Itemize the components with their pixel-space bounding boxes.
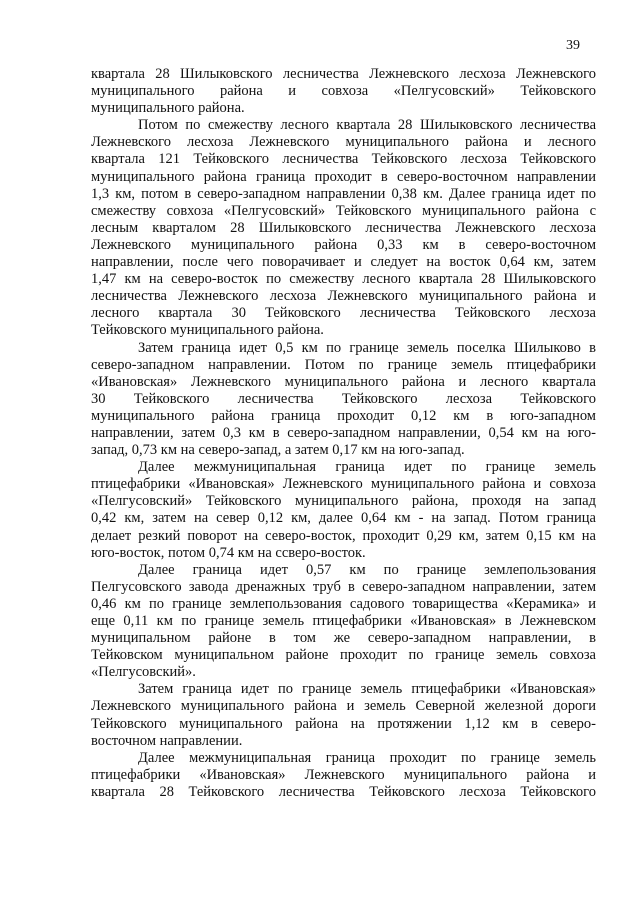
text-line: 0,46 км по границе землепользования садового товарищества «Керамика» и (91, 595, 596, 612)
text-line: направлении, после чего поворачивает и следует на восток 0,64 км, затем (91, 254, 596, 271)
text-line: восточном направлении. (91, 732, 243, 749)
text-line: 30 Тейковского лесничества Тейковского лесхоза Тейковского (91, 390, 596, 407)
text-line: «Ивановская» Лежневского муниципального района и лесного квартала (91, 373, 596, 390)
text-line: юго-восток, потом 0,74 км на ссверо-восток. (91, 544, 366, 561)
paragraph (91, 681, 596, 749)
text-line: Тейковского муниципального района на протяжении 1,12 км в северо- (91, 715, 596, 732)
document-body (91, 66, 596, 801)
text-line: птицефабрики «Ивановская» Лежневского муниципального района и совхоза (91, 476, 596, 493)
text-line: северо-западном направлении. Потом по границе земель птицефабрики (91, 356, 596, 373)
text-line: Затем граница идет 0,5 км по границе земель поселка Шилыково в (138, 339, 596, 356)
paragraph (91, 66, 596, 117)
text-line: лесничества Лежневского лесхоза Лежневского муниципального района и (91, 288, 596, 305)
paragraph (91, 750, 596, 801)
text-line: 1,3 км, потом в северо-западном направлении 0,38 км. Далее граница идет по (91, 185, 596, 202)
text-line: муниципального района граница проходит 0,12 км в юго-западном (91, 407, 596, 424)
text-line: муниципального района. (91, 100, 245, 117)
paragraph (91, 117, 596, 339)
text-line: Далее граница идет 0,57 км по границе землепользования (138, 561, 596, 578)
text-line: Лежневского муниципального района 0,33 км в северо-восточном (91, 236, 596, 253)
text-line: Лежневского муниципального района и земель Северной железной дороги (91, 698, 596, 715)
text-line: муниципального района и совхоза «Пелгусовский» Тейковского (91, 83, 596, 100)
text-line: муниципального района граница проходит в северо-восточном направлении (91, 168, 596, 185)
text-line: 1,47 км на северо-восток по смежеству лесного квартала 28 Шилыковского (91, 271, 596, 288)
text-line: «Пелгусовский». (91, 664, 196, 681)
text-line: смежеству совхоза «Пелгусовский» Тейковского муниципального района с (91, 202, 596, 219)
page-number: 39 (566, 38, 580, 53)
text-line: Затем граница идет по границе земель птицефабрики «Ивановская» (138, 681, 596, 698)
text-line: запад, 0,73 км на северо-запад, а затем 0,17 км на юго-запад. (91, 442, 465, 459)
text-line: Далее межмуниципальная граница проходит по границе земель (138, 749, 596, 766)
text-line: еще 0,11 км по границе земель птицефабрики «Ивановская» в Лежневском (91, 613, 596, 629)
text-line: муниципальном районе в том же северо-западном направлении, в (91, 630, 596, 647)
text-line: Лежневского лесхоза Лежневского муниципального района и лесного (91, 134, 596, 151)
text-line: Тейковского муниципального района. (91, 322, 324, 339)
paragraph (91, 459, 596, 562)
text-line: лесного квартала 30 Тейковского лесничества Тейковского лесхоза (91, 305, 596, 322)
text-line: делает резкий поворот на северо-восток, проходит 0,29 км, затем 0,15 км на (91, 527, 596, 544)
text-line: квартала 28 Шилыковского лесничества Лежневского лесхоза Лежневского (91, 66, 596, 82)
paragraph (91, 340, 596, 460)
text-line: направлении, затем 0,3 км в северо-западном направлении, 0,54 км на юго- (91, 424, 596, 441)
text-line: квартала 28 Тейковского лесничества Тейковского лесхоза Тейковского (91, 783, 596, 800)
text-line: Далее межмуниципальная граница идет по границе земель (138, 459, 596, 476)
text-line: птицефабрики «Ивановская» Лежневского муниципального района и (91, 766, 596, 783)
text-line: 0,42 км, затем на север 0,12 км, далее 0,64 км - на запад. Потом граница (91, 510, 596, 527)
text-line: лесным кварталом 28 Шилыковского лесничества Лежневского лесхоза (91, 219, 596, 236)
text-line: Потом по смежеству лесного квартала 28 Шилыковского лесничества (138, 117, 596, 134)
text-line: квартала 121 Тейковского лесничества Тейковского лесхоза Тейковского (91, 151, 596, 168)
paragraph (91, 562, 596, 682)
text-line: Тейковском муниципальном районе проходит по границе земель совхоза (91, 647, 596, 664)
text-line: Пелгусовского завода дренажных труб в северо-западном направлении, затем (91, 578, 596, 595)
text-line: «Пелгусовский» Тейковского муниципального района, проходя на запад (91, 493, 596, 510)
